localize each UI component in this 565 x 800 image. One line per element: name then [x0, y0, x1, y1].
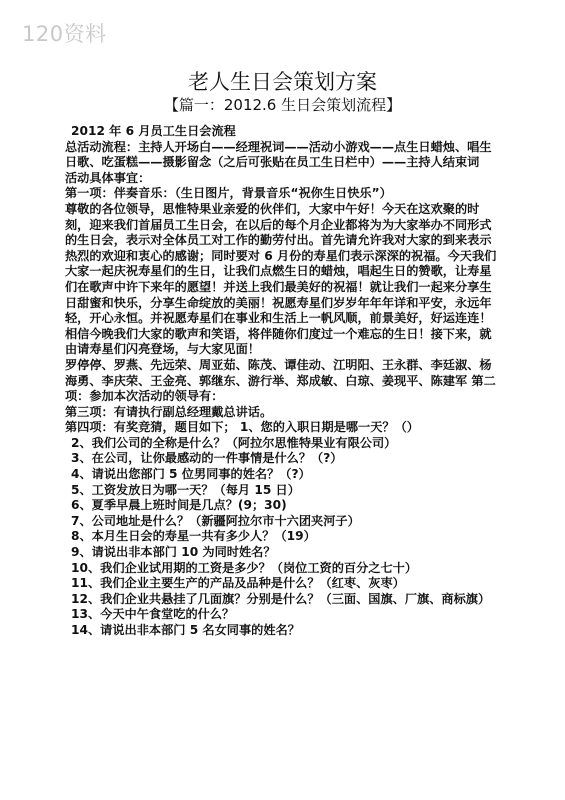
document-title: 老人生日会策划方案 — [188, 70, 377, 94]
quiz-question: 10、我们企业试用期的工资是多少？（岗位工资的百分之七十） — [71, 560, 418, 575]
paragraph-item-three: 第三项：有请执行副总经理戴总讲话。 — [65, 404, 273, 419]
quiz-question: 5、工资发放日为哪一天？（每月 15 日） — [71, 482, 300, 497]
quiz-question: 2、我们公司的全称是什么？（阿拉尔思惟特果业有限公司） — [71, 435, 397, 450]
quiz-question: 14、请说出非本部门 5 名女同事的姓名？ — [71, 623, 300, 637]
watermark-logo: 120资料 — [22, 22, 107, 46]
quiz-question: 12、我们企业共悬挂了几面旗？分别是什么？（三面、国旗、厂旗、商标旗） — [71, 591, 491, 606]
quiz-question: 11、我们企业主要生产的产品及品种是什么？（红枣、灰枣） — [71, 576, 405, 591]
quiz-question: 6、夏季早晨上班时间是几点？(9；30) — [71, 498, 287, 513]
quiz-question: 3、在公司，让你最感动的一件事情是什么？（?） — [71, 451, 343, 466]
heading-flow: 2012 年 6 月员工生日会流程 — [71, 124, 236, 138]
paragraph-speech: 尊敬的各位领导，思惟特果业亲爱的伙伴们，大家中午好！今天在这欢聚的时刻，迎来我们首届员工生日会，在以后的每个月企业都将为为大家举办不同形式的生日会，表示对全体员工对工作的勤劳付出。首先请允许我对大家的到来表示热烈的欢迎和衷心的感谢；同时要对 6 月份的寿星们表示深深的祝福。今天我们大家一起庆祝寿星们的生日，让我们点燃生日的蜡烛，唱起生日的赞歌，让寿星们在歌声中许下来年的愿望！并送上我们最美好的祝福！就让我们一起来分享生日甜蜜和快乐，分享生命绽放的美丽！祝愿寿星们岁岁年年年详和平安，永远年轻，开心永恒。并祝愿寿星们在事业和生活上一帆风顺，前景美好，好运连连！相信今晚我们大家的歌声和笑语，将伴随你们度过一个难忘的生日！接下来，就由请寿星们闪亮登场，与大家见面！ — [65, 201, 497, 357]
paragraph-details-label: 活动具体事宜： — [65, 170, 151, 185]
quiz-question: 4、请说出您部门 5 位男同事的姓名？（?） — [71, 467, 311, 482]
quiz-question: 13、今天中午食堂吃的什么？ — [71, 607, 235, 622]
document-subtitle: 【篇一：2012.6 生日会策划流程】 — [163, 96, 402, 114]
document-body — [62, 124, 502, 639]
quiz-question: 7、公司地址是什么？（新疆阿拉尔市十六团夹河子） — [71, 513, 360, 528]
paragraph-item-one: 第一项：伴奏音乐：（生日图片，背景音乐“祝你生日快乐”） — [65, 186, 392, 201]
quiz-question: 9、请说出非本部门 10 为同时姓名？ — [71, 545, 276, 560]
paragraph-flow-summary: 总活动流程：主持人开场白——经理祝词——活动小游戏——点生日蜡烛、唱生日歌、吃蛋糕——摄影留念（之后可张贴在员工生日栏中）——主持人结束词 — [65, 139, 492, 170]
quiz-question: 8、本月生日会的寿星一共有多少人？（19） — [71, 529, 316, 544]
paragraph-item-four: 第四项：有奖竞猜，题目如下； 1、您的入职日期是哪一天？（） — [65, 420, 419, 435]
paragraph-names: 罗停停、罗燕、先远荣、周亚茹、陈茂、谭佳动、江明阳、王永群、李廷淑、杨海勇、李庆荣、王金亮、郭继东、游行举、郑成敏、白琼、姜现平、陈建军 第二项：参加本次活动的领导有： — [65, 357, 496, 404]
